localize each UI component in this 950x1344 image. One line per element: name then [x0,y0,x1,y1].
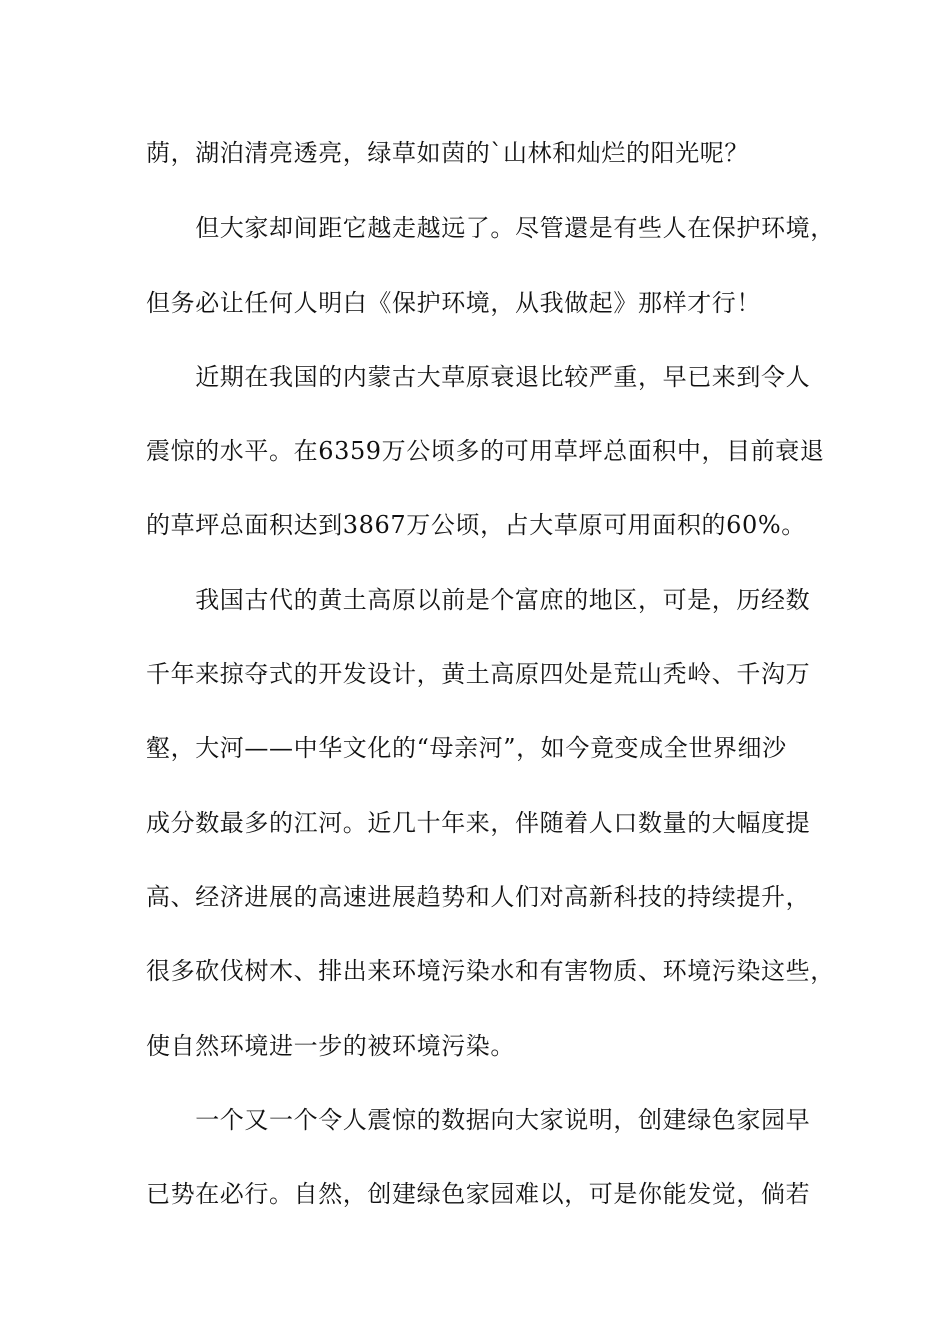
text-line: 震惊的水平。在6359万公顷多的可用草坪总面积中，目前衰退 [146,437,825,465]
text-line: 但务必让任何人明白《保护环境，从我做起》那样才行！ [146,289,761,317]
text-line: 的草坪总面积达到3867万公顷，占大草原可用面积的60%。 [146,511,806,539]
text-line: 荫，湖泊清亮透亮，绿草如茵的`山林和灿烂的阳光呢？ [146,139,749,167]
text-line: 一个又一个令人震惊的数据向大家说明，创建绿色家园早 [146,1106,811,1134]
text-line: 近期在我国的内蒙古大草原衰退比较严重，早已来到令人 [146,363,811,391]
text-line: 已势在必行。自然，创建绿色家园难以，可是你能发觉，倘若 [146,1180,811,1208]
text-line: 使自然环境进一步的被环境污染。 [146,1032,515,1060]
text-line: 千年来掠夺式的开发设计，黄土高原四处是荒山秃岭、千沟万 [146,660,811,688]
text-line: 壑，大河——中华文化的“母亲河”，如今竟变成全世界细沙 [146,734,787,762]
text-line: 成分数最多的江河。近几十年来，伴随着人口数量的大幅度提 [146,809,811,837]
text-line: 很多砍伐树木、排出来环境污染水和有害物质、环境污染这些， [146,957,835,985]
text-line: 但大家却间距它越走越远了。尽管還是有些人在保护环境， [146,214,835,242]
text-line: 高、经济进展的高速进展趋势和人们对高新科技的持续提升， [146,883,811,911]
text-line: 我国古代的黄土高原以前是个富庶的地区，可是，历经数 [146,586,811,614]
